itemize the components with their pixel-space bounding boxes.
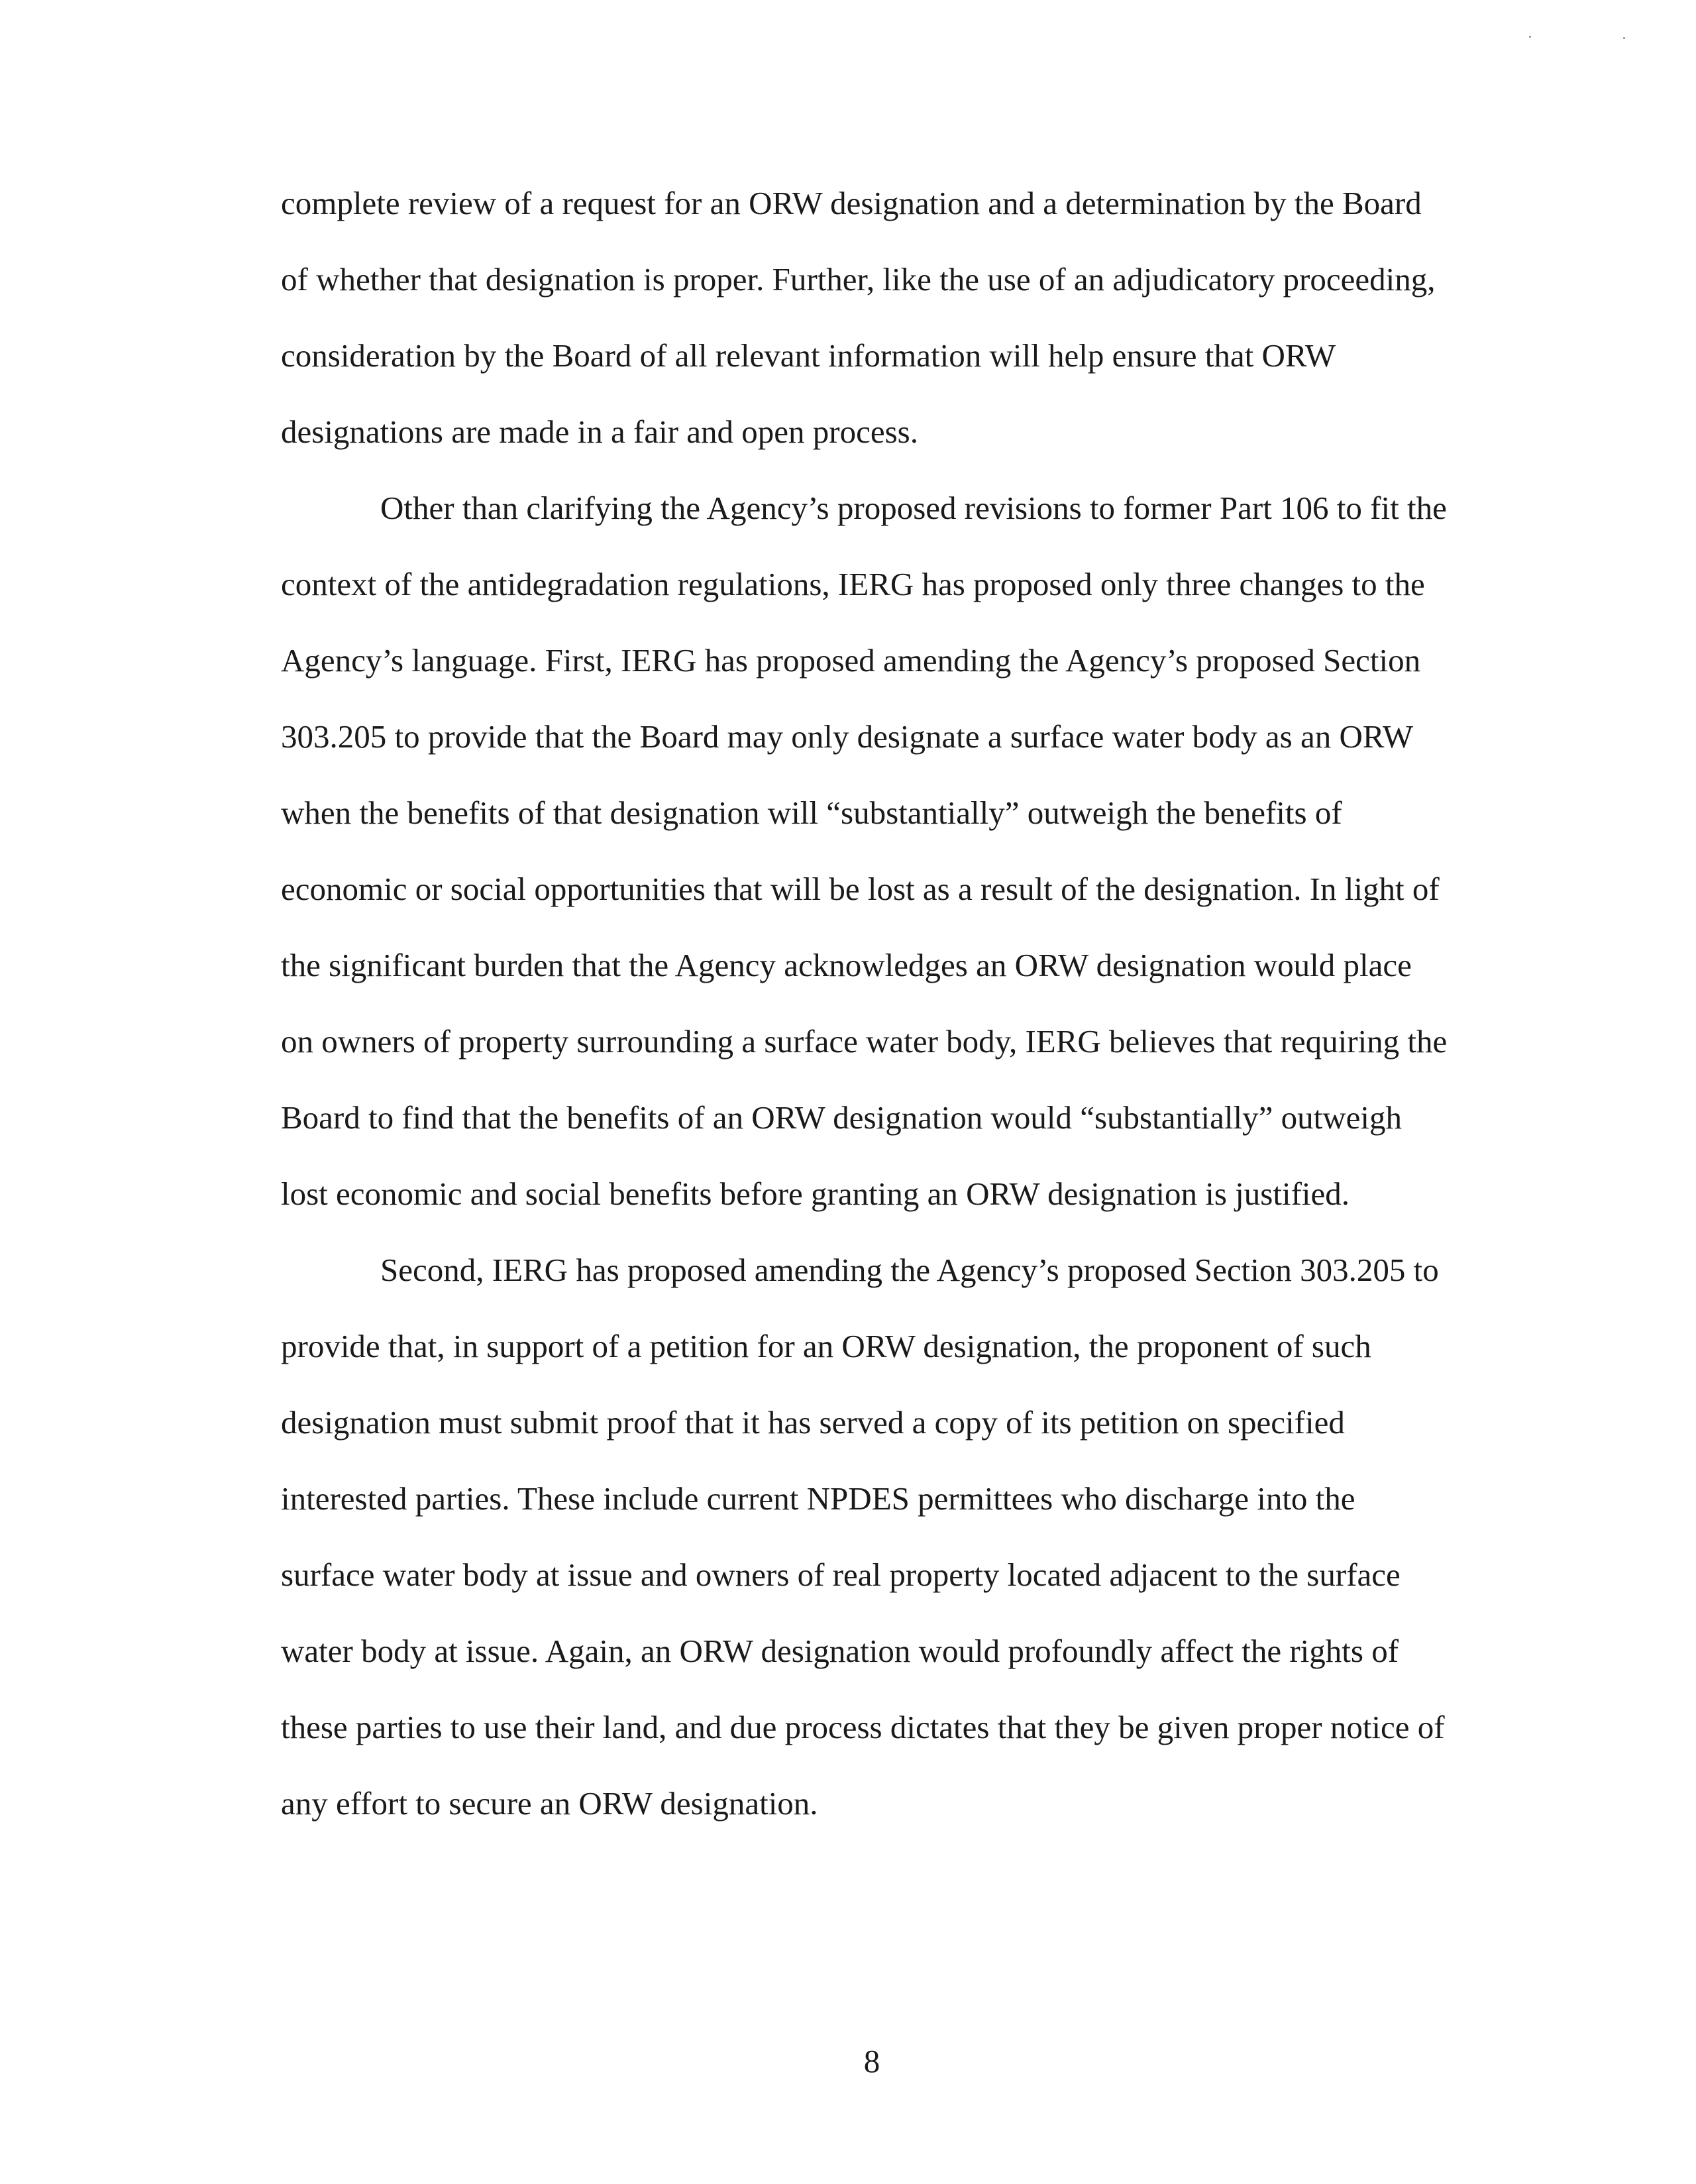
text-line: the significant burden that the Agency acknowledges an ORW designation would place [281,947,1412,983]
scan-speck [1623,37,1625,39]
paragraph [281,174,1481,478]
text-line: any effort to secure an ORW designation. [281,1785,818,1822]
body-text [281,174,1481,1850]
text-line: Agency’s language. First, IERG has proposed amending the Agency’s proposed Section [281,642,1421,679]
page-number: 8 [863,2043,880,2079]
text-line: when the benefits of that designation will “substantially” outweigh the benefits of [281,794,1342,831]
paragraph [281,1240,1481,1850]
text-line: surface water body at issue and owners of real property located adjacent to the surface [281,1556,1401,1593]
text-line: lost economic and social benefits before granting an ORW designation is justified. [281,1175,1350,1212]
text-line: water body at issue. Again, an ORW designation would profoundly affect the rights of [281,1633,1399,1669]
text-line: complete review of a request for an ORW designation and a determination by the Board [281,185,1422,221]
text-line: these parties to use their land, and due process dictates that they be given proper notice of [281,1709,1445,1745]
text-line: provide that, in support of a petition for an ORW designation, the proponent of such [281,1328,1371,1364]
text-line: economic or social opportunities that will be lost as a result of the designation. In light of [281,871,1440,907]
text-line: Board to find that the benefits of an ORW designation would “substantially” outweigh [281,1099,1403,1136]
text-line: designations are made in a fair and open process. [281,413,918,450]
text-line: 303.205 to provide that the Board may only designate a surface water body as an ORW [281,718,1414,755]
scan-speck [1529,36,1531,38]
text-line: on owners of property surrounding a surface water body, IERG believes that requiring the [281,1023,1448,1060]
text-line: context of the antidegradation regulations, IERG has proposed only three changes to the [281,566,1425,602]
text-line: consideration by the Board of all relevant information will help ensure that ORW [281,337,1336,374]
paragraph [281,478,1481,1240]
text-line: Second, IERG has proposed amending the Agency’s proposed Section 303.205 to [380,1252,1439,1288]
text-line: designation must submit proof that it has served a copy of its petition on specified [281,1404,1345,1441]
text-line: of whether that designation is proper. Further, like the use of an adjudicatory proceeding, [281,261,1436,298]
text-line: interested parties. These include current NPDES permittees who discharge into the [281,1480,1355,1517]
text-line: Other than clarifying the Agency’s proposed revisions to former Part 106 to fit the [380,490,1447,526]
